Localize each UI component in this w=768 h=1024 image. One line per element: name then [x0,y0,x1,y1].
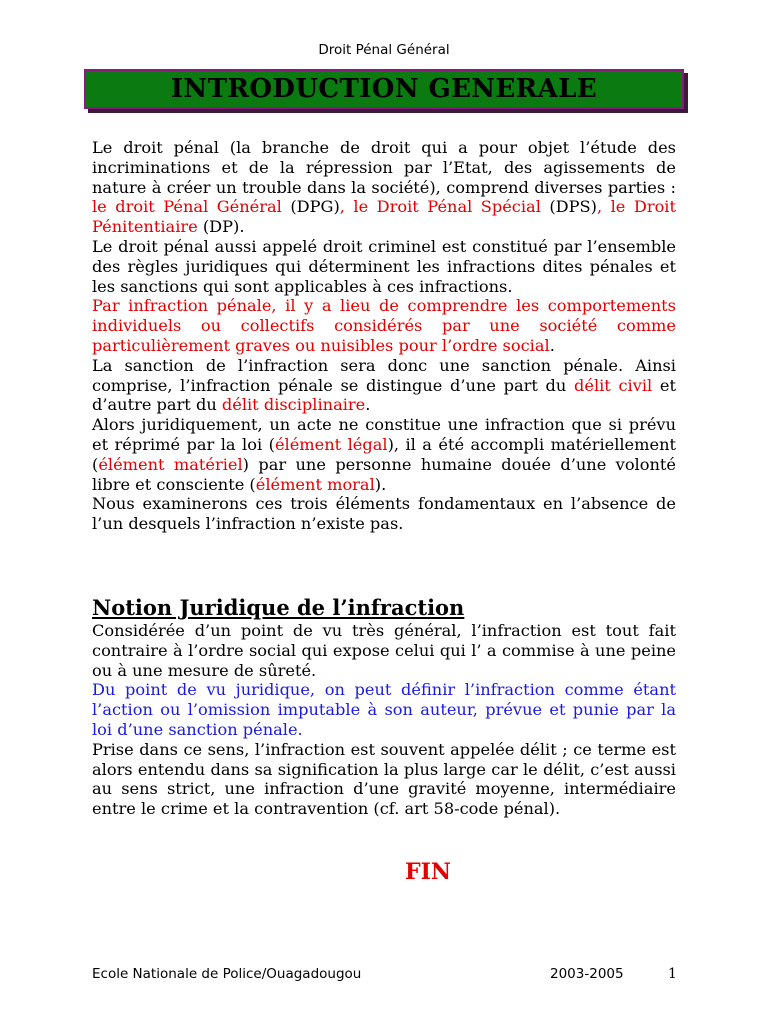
fin-label: FIN [404,859,452,885]
term-delit-civil: délit civil [574,375,653,395]
paragraph-infraction [92,296,676,355]
text-span: ), il a été accompli matériellement ( [92,434,676,474]
paragraph-delit: Prise dans ce sens, l’infraction est souvent appelée délit ; ce terme est alors entendu dans sa signification la plus large car le délit, c’est aussi au sens strict, une infraction d’une gravité moyenne, intermédiaire entre le crime et la contravention (cf. art 58-code pénal). [92,739,676,819]
text-span: ) par une personne humaine douée d’une volonté libre et consciente ( [92,454,676,494]
text-span: (DPG) [281,197,340,217]
page-header: Droit Pénal Général [318,42,450,58]
paragraph-criminal-law: Le droit pénal aussi appelé droit criminel est constitué par l’ensemble des règles juridiques qui déterminent les infractions dites pénales et les sanctions qui sont applicables à ces infractions. [92,236,676,296]
term-element-legal: élément légal [274,434,388,454]
term-dpg: le droit Pénal Général [92,197,282,217]
text-span: (DPS) [540,197,597,217]
paragraph-examination: Nous examinerons ces trois éléments fondamentaux en l’absence de l’un desquels l’infraction n’existe pas. [92,494,676,534]
term-element-materiel: élément matériel [98,454,243,474]
paragraph-elements [92,415,676,494]
text-span: Le droit pénal (la branche de droit qui a pour objet l’étude des incriminations et de la répression par l’Etat, des agissements de nature à créer un trouble dans la société), comprend diverses parties : [92,138,676,197]
term-delit-disciplinaire: délit disciplinaire [221,395,366,415]
text-span: . [365,395,371,415]
term-dps: , le Droit Pénal Spécial [339,197,541,217]
infraction-definition: Par infraction pénale, il y a lieu de comprendre les comportements individuels ou collectifs considérés par une société comme particulièrement graves ou nuisibles pour l’ordre social [92,296,676,355]
paragraph-legal-definition: Du point de vu juridique, on peut définir l’infraction comme étant l’action ou l’omission imputable à son auteur, prévue et punie par la loi d’une sanction pénale. [92,680,676,739]
text-span: Alors juridiquement, un acte ne constitue une infraction que si prévu et réprimé par la loi ( [92,415,676,454]
text-span: (DP). [197,217,245,237]
page-title: INTRODUCTION GENERALE [170,74,598,104]
introduction-body [92,138,676,534]
text-span: La sanction de l’infraction sera donc une sanction pénale. Ainsi comprise, l’infraction pénale se distingue d’une part du [92,355,676,395]
text-span: ). [374,474,387,494]
footer-years: 2003-2005 [550,966,624,982]
page-number: 1 [668,966,677,982]
text-span: . [549,335,555,355]
text-span: et d’autre part du [92,375,676,415]
paragraph-definition [92,138,676,237]
footer-school: Ecole Nationale de Police/Ouagadougou [92,966,362,982]
term-element-moral: élément moral [255,474,375,494]
paragraph-general-view: Considérée d’un point de vu très général, l’infraction est tout fait contraire à l’ordre social qui expose celui qui l’ a commise à une peine ou à une mesure de sûreté. [92,621,676,680]
title-banner [84,69,684,109]
section-body [92,621,676,819]
term-dp: , le Droit Pénitentiaire [92,197,676,237]
section-heading: Notion Juridique de l’infraction [92,595,465,620]
paragraph-sanction [92,356,676,415]
